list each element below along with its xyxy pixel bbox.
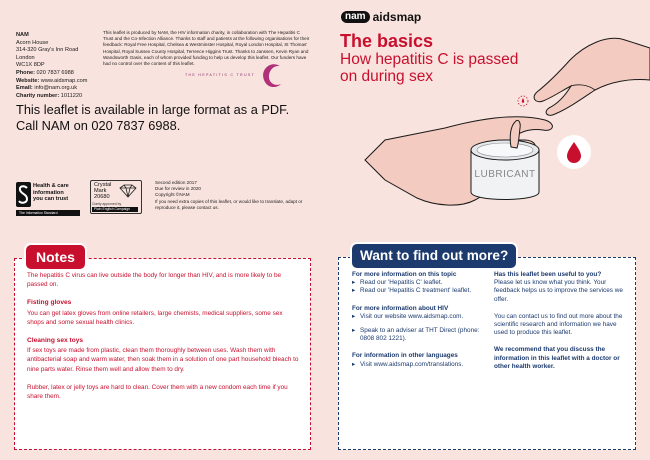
website-link[interactable]: www.aidsmap.com	[40, 77, 88, 84]
address-line: WC1X 8DP	[16, 62, 45, 69]
lubricant-illustration	[325, 0, 650, 230]
list-item: ▸ Read our 'Hepatitis C treatment' leaflet.	[352, 287, 472, 295]
gloves-heading: Fisting gloves	[27, 299, 72, 307]
large-format-notice: This leaflet is available in large format as a PDF. Call NAM on 020 7837 6988.	[16, 102, 290, 133]
toys-text: If sex toys are made from plastic, clean them thoroughly between uses. Wash them with antibacterial soap and warm water, then soak them in a solution of one part household bleach to nine parts water. Rinse them well and allow them to dry.	[27, 347, 299, 373]
recommend-text: We recommend that you discuss the information in this leaflet with a doctor or other health worker.	[494, 346, 620, 370]
notes-intro: The hepatitis C virus can live outside the body for longer than HIV, and is more likely to be passed on.	[27, 272, 282, 289]
hepatitis-c-trust-logo	[185, 62, 285, 92]
charity-line: Charity number: 1011220	[16, 92, 83, 99]
address-line: Acorn House	[16, 39, 49, 46]
notes-heading: Notes	[26, 245, 85, 269]
email-link[interactable]: info@nam.org.uk	[34, 85, 78, 92]
bullet-icon: ▸	[352, 279, 356, 287]
notes-body	[27, 271, 299, 410]
lubricant-label: LUBRICANT	[474, 169, 536, 180]
find-out-more-heading: Want to find out more?	[352, 244, 516, 268]
useful-text: Please let us know what you think. Your feedback helps us to improve the services we offer.	[494, 279, 623, 303]
c-swoosh-icon	[260, 62, 284, 90]
bullet-icon: ▸	[352, 327, 356, 335]
research-text: You can contact us to find out more about the scientific research and information we have used to produce this leaflet.	[494, 312, 623, 337]
crystal-diamond-icon	[118, 184, 138, 198]
more-info-column	[352, 271, 490, 369]
upper-hand-icon	[534, 38, 650, 115]
information-standard-badge: Health & care information you can trust The Information Standard	[16, 180, 80, 218]
bullet-icon: ▸	[352, 312, 356, 320]
nam-logo-pill: nam	[341, 11, 370, 23]
list-item: ▸ Speak to an adviser at THT Direct (phone: 0808 802 1221).	[352, 327, 480, 343]
phone-line: Phone: 020 7837 6988	[16, 69, 74, 76]
address-block	[16, 32, 87, 100]
email-line: Email: info@nam.org.uk	[16, 85, 78, 92]
hep-trust-logo-text: THE HEPATITIS C TRUST	[185, 73, 256, 77]
address-line: 314-320 Gray's Inn Road	[16, 47, 79, 54]
website-line: Website: www.aidsmap.com	[16, 77, 88, 84]
feedback-column	[494, 271, 632, 371]
bullet-icon: ▸	[352, 287, 356, 295]
address-line: London	[16, 54, 35, 61]
acknowledgement-text: This leaflet is produced by NAM, the HIV information charity, in collaboration with The Hepatitis C Trust and the Co-Infection Alliance. Thanks to staff and patients at the following organisations for their feedback: Royal Free Hospital, Chelsea & Westminster Hospital, Royal London Hospital, St Thomas' Hospital, Royal Sussex County Hospital, Terrence Higgins Trust. Thanks to Janssen, Kevin Ryan and Wandsworth Oasis, each of whom provided funding to help us develop this leaflet. Our funders have had no control over the content of this leaflet.	[103, 30, 310, 67]
list-item: ▸ Read our 'Hepatitis C' leaflet.	[352, 279, 443, 287]
list-item[interactable]: ▸ Visit our website www.aidsmap.com.	[352, 312, 464, 320]
toys-heading: Cleaning sex toys	[27, 337, 84, 345]
org-name: NAM	[16, 32, 29, 38]
aidsmap-logo-word: aidsmap	[372, 10, 422, 24]
info-standard-s-icon	[16, 182, 31, 207]
page-title: The basics	[340, 31, 434, 51]
page-subtitle: How hepatitis C is passed on during sex	[340, 51, 519, 85]
list-item[interactable]: ▸ Visit www.aidsmap.com/translations.	[352, 360, 464, 368]
crystal-mark-badge: Crystal Mark 20680 Clarity approved by Plain English Campaign	[90, 180, 142, 216]
edition-info: Second edition 2017 Due for review in 2020 Copyright ©NAM If you need extra copies of this leaflet, or would like to translate, adapt or reproduce it, please contact us.	[155, 180, 303, 210]
topic-heading: For more information on this topic	[352, 271, 457, 278]
languages-heading: For information in other languages	[352, 352, 458, 360]
gloves-text: You can get latex gloves from online retailers, large chemists, medical suppliers, some sex shops and some sexual health clinics.	[27, 309, 283, 326]
useful-heading: Has this leaflet been useful to you?	[494, 271, 602, 278]
bullet-icon: ▸	[352, 360, 356, 368]
hiv-heading: For more information about HIV	[352, 304, 449, 312]
rubber-toys-text: Rubber, latex or jelly toys are hard to clean. Cover them with a new condom each time if you share them.	[27, 383, 288, 401]
